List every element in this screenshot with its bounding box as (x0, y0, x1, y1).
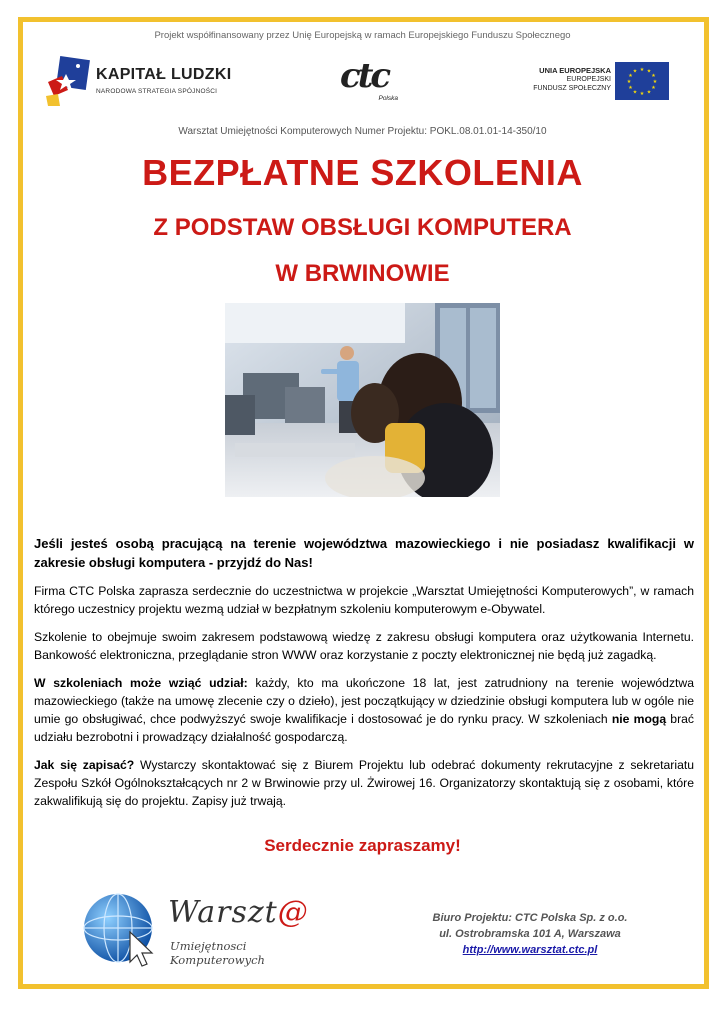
eu-logo-text (529, 66, 611, 93)
ctc-subtitle: Polska (378, 95, 398, 102)
ctc-mark: ctc (340, 56, 389, 96)
eligibility-emphasis: nie mogą (611, 712, 667, 726)
office-line2: ul. Ostrobramska 101 A, Warszawa (439, 928, 621, 940)
svg-text:★: ★ (651, 85, 656, 91)
eu-line1: UNIA EUROPEJSKA (539, 66, 611, 75)
subtitle-line2: W BRWINOWIE (275, 260, 450, 287)
body-text (34, 534, 694, 820)
globe-cursor-icon (78, 888, 160, 970)
svg-text:★: ★ (646, 68, 652, 75)
ctc-logo (340, 57, 400, 103)
warsztat-logo (168, 895, 328, 965)
warsztat-wordmark (168, 895, 309, 930)
svg-text:★: ★ (646, 89, 652, 96)
project-office (410, 910, 650, 958)
main-title: BEZPŁATNE SZKOLENIA (142, 152, 583, 193)
office-line1: Biuro Projektu: CTC Polska Sp. z o.o. (432, 912, 628, 924)
warsztat-wordmark-text: Warszt (168, 895, 278, 930)
lead-paragraph: Jeśli jesteś osobą pracującą na terenie województwa mazowieckiego i nie posiadasz kwalifikacji w zakresie obsługi komputera - przyjdź do Nas! (34, 536, 694, 570)
eu-flag-icon (615, 62, 669, 100)
eu-line3: FUNDUSZ SPOŁECZNY (533, 85, 611, 92)
paragraph-3 (34, 674, 694, 746)
eligibility-text-1: każdy, kto ma ukończone 18 lat, jest zatrudniony na terenie województwa mazowieckiego (także na umowę zlecenie czy o dzieło), jest początkujący w dziedzinie obsługi komputera lub w ogóle nie umie go obsługiwać, chce podwyższyć swoje kwalifikacje i dostosować je do rynku pracy. W szkoleniach (34, 676, 694, 726)
warsztat-tagline: Umiejętnosci Komputerowych (170, 939, 265, 967)
svg-text:★: ★ (639, 67, 645, 73)
kapital-ludzki-emblem-icon (44, 56, 90, 108)
eu-logo (529, 60, 669, 102)
svg-text:★: ★ (628, 85, 633, 91)
cofinance-note: Projekt współfinansowany przez Unię Europejską w ramach Europejskiego Funduszu Społecznego (154, 30, 571, 41)
paragraph-2: Szkolenie to obejmuje swoim zakresem podstawową wiedzę z zakresu obsługi komputera oraz użytkowania Internetu. Bankowość elektroniczna, przeglądanie stron WWW oraz korzystanie z poczty elektronicznej nie będą już zagadką. (34, 630, 694, 662)
svg-text:★: ★ (626, 79, 632, 85)
project-number: Warsztat Umiejętności Komputerowych Numer Projektu: POKL.08.01.01-14-350/10 (178, 126, 547, 137)
svg-text:★: ★ (632, 68, 638, 75)
kapital-ludzki-logo (44, 52, 234, 110)
signup-heading: Jak się zapisać? (34, 758, 135, 772)
subtitle-line1: Z PODSTAW OBSŁUGI KOMPUTERA (153, 214, 572, 241)
warsztat-at-sign: @ (277, 895, 309, 930)
paragraph-4 (34, 756, 694, 810)
signup-text: Wystarczy skontaktować się z Biurem Projektu lub odebrać dokumenty rekrutacyjne z sekretariatu Zespołu Szkół Ogólnokształcących nr 2 w Brwinowie przy ul. Żwirowej 16. Organizatorzy skontaktują się z osobami, które zakwalifikują się do projektu. Zapisy już trwają. (34, 758, 695, 808)
svg-text:★: ★ (632, 89, 638, 96)
kapital-ludzki-subtitle: NARODOWA STRATEGIA SPÓJNOŚCI (96, 88, 218, 95)
paragraph-1: Firma CTC Polska zaprasza serdecznie do uczestnictwa w projekcie „Warsztat Umiejętności Komputerowych”, w ramach którego uczestnicy projektu wezmą udział w bezpłatnym szkoleniu komputerowym e-Obywatel. (34, 584, 694, 616)
eligibility-heading: W szkoleniach może wziąć udział: (34, 676, 248, 690)
svg-text:★: ★ (651, 73, 656, 79)
svg-text:★: ★ (652, 79, 658, 85)
eu-line2: EUROPEJSKI (566, 76, 611, 83)
website-link[interactable]: http://www.warsztat.ctc.pl (462, 944, 598, 956)
svg-text:★: ★ (639, 91, 645, 97)
eligibility-text-2: brać udziału bezrobotni i prowadzący działalność gospodarczą. (34, 712, 695, 744)
kapital-ludzki-title: KAPITAŁ LUDZKI (96, 66, 232, 83)
svg-text:★: ★ (628, 73, 633, 79)
classroom-photo (225, 303, 500, 497)
closing-invitation: Serdecznie zapraszamy! (264, 836, 461, 855)
